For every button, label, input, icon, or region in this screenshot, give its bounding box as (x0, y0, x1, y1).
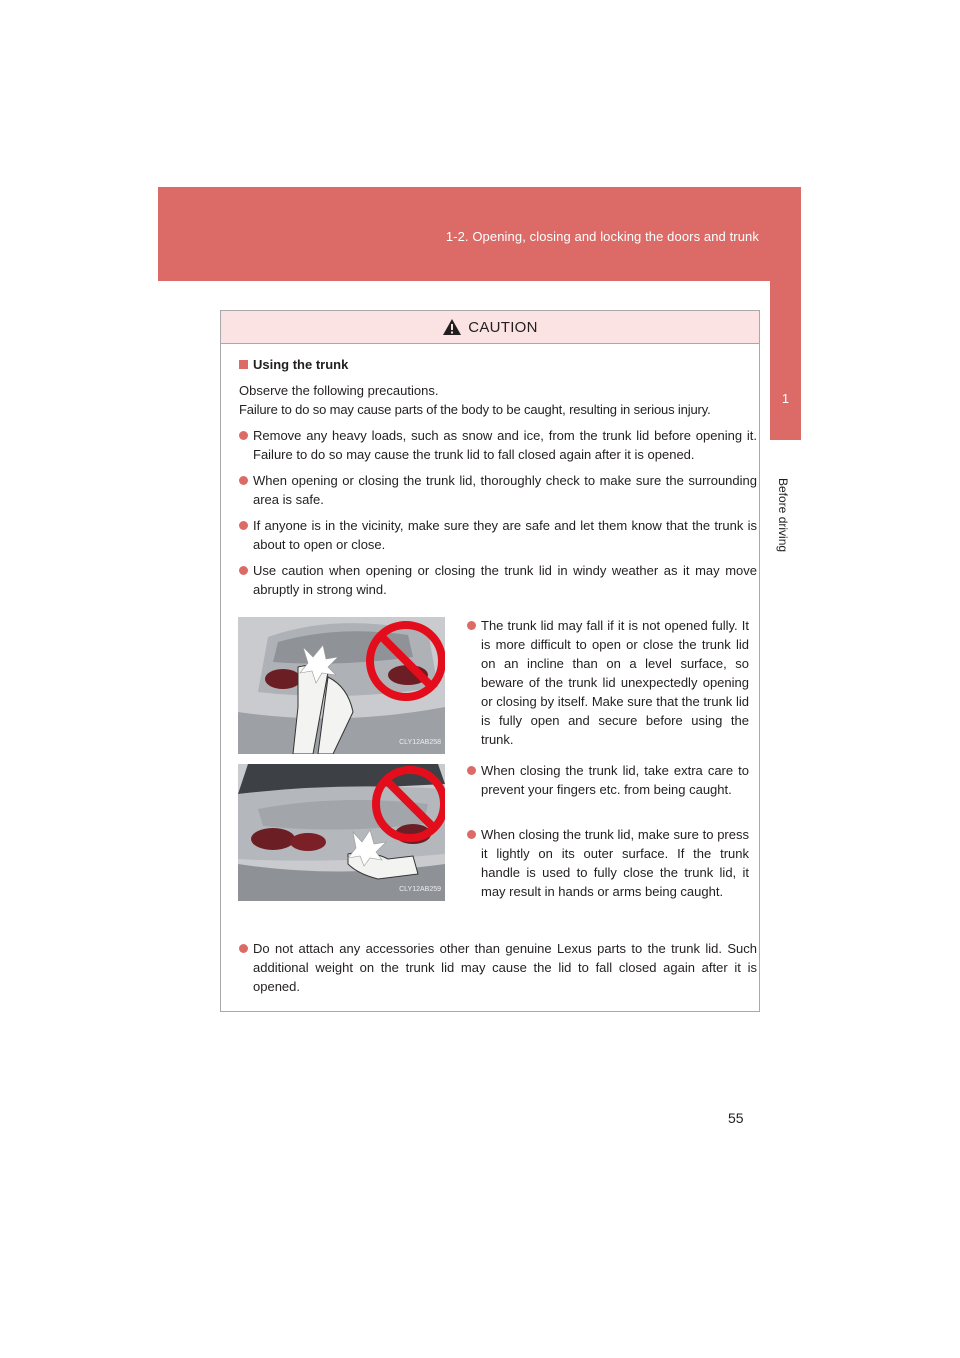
warning-triangle-icon (442, 318, 462, 336)
bullet-item (467, 825, 749, 901)
bullet-item (239, 471, 757, 509)
caution-box (220, 310, 760, 1012)
bullet-dot-icon (239, 431, 248, 440)
chapter-number: 1 (781, 391, 790, 406)
bullet-dot-icon (239, 476, 248, 485)
heading-text: Using the trunk (253, 357, 349, 372)
trunk-illustration-2 (238, 764, 445, 901)
figure-code: CLY12AB258 (399, 739, 441, 746)
bullet-item (239, 516, 757, 554)
bullet-dot-icon (239, 521, 248, 530)
chapter-label-container (768, 478, 798, 588)
page-number: 55 (728, 1110, 744, 1126)
bullet-dot-icon (467, 621, 476, 630)
square-marker-icon (239, 360, 248, 369)
bullet-text: The trunk lid may fall if it is not opened fully. It is more difficult to open or close the trunk lid on an incline than on a level surface, so beware of the trunk lid unexpectedly opening or closing by itself. Make sure that the trunk lid is fully open and secure before using the trunk. (481, 618, 749, 747)
trunk-illustration-1 (238, 617, 445, 754)
caution-title: CAUTION (468, 318, 538, 336)
caution-header (221, 311, 759, 344)
header-band (158, 187, 801, 281)
bullet-dot-icon (467, 766, 476, 775)
bullet-dot-icon (239, 944, 248, 953)
chapter-tab (770, 187, 801, 440)
bullet-item (467, 616, 749, 749)
bullet-text: If anyone is in the vicinity, make sure they are safe and let them know that the trunk is about to open or close. (253, 518, 757, 552)
bullet-item (239, 561, 757, 599)
bullet-text: Do not attach any accessories other than genuine Lexus parts to the trunk lid. Such additional weight on the trunk lid may cause the lid to fall closed again after it is opened. (253, 941, 757, 994)
bullet-text: Remove any heavy loads, such as snow and ice, from the trunk lid before opening it. Failure to do so may cause the trunk lid to fall closed again after it is opened. (253, 428, 757, 462)
bullet-item (239, 426, 757, 464)
chapter-label: Before driving (776, 478, 790, 553)
intro-line: Observe the following precautions. (239, 383, 439, 398)
bullet-item (239, 939, 757, 996)
bullet-dot-icon (467, 830, 476, 839)
figure-code: CLY12AB259 (399, 886, 441, 893)
bullet-text: When closing the trunk lid, take extra care to prevent your fingers etc. from being caught. (481, 763, 749, 797)
bullet-text: Use caution when opening or closing the trunk lid in windy weather as it may move abruptly in strong wind. (253, 563, 757, 597)
bullet-text: When opening or closing the trunk lid, thoroughly check to make sure the surrounding area is safe. (253, 473, 757, 507)
bullet-text: When closing the trunk lid, make sure to press it lightly on its outer surface. If the trunk handle is used to fully close the trunk lid, it may result in hands or arms being caught. (481, 827, 749, 899)
bullet-item (467, 761, 749, 799)
bullet-dot-icon (239, 566, 248, 575)
intro-line: Failure to do so may cause parts of the body to be caught, resulting in serious injury. (239, 402, 711, 417)
section-heading (239, 355, 348, 374)
section-title: 1-2. Opening, closing and locking the doors and trunk (445, 229, 759, 244)
